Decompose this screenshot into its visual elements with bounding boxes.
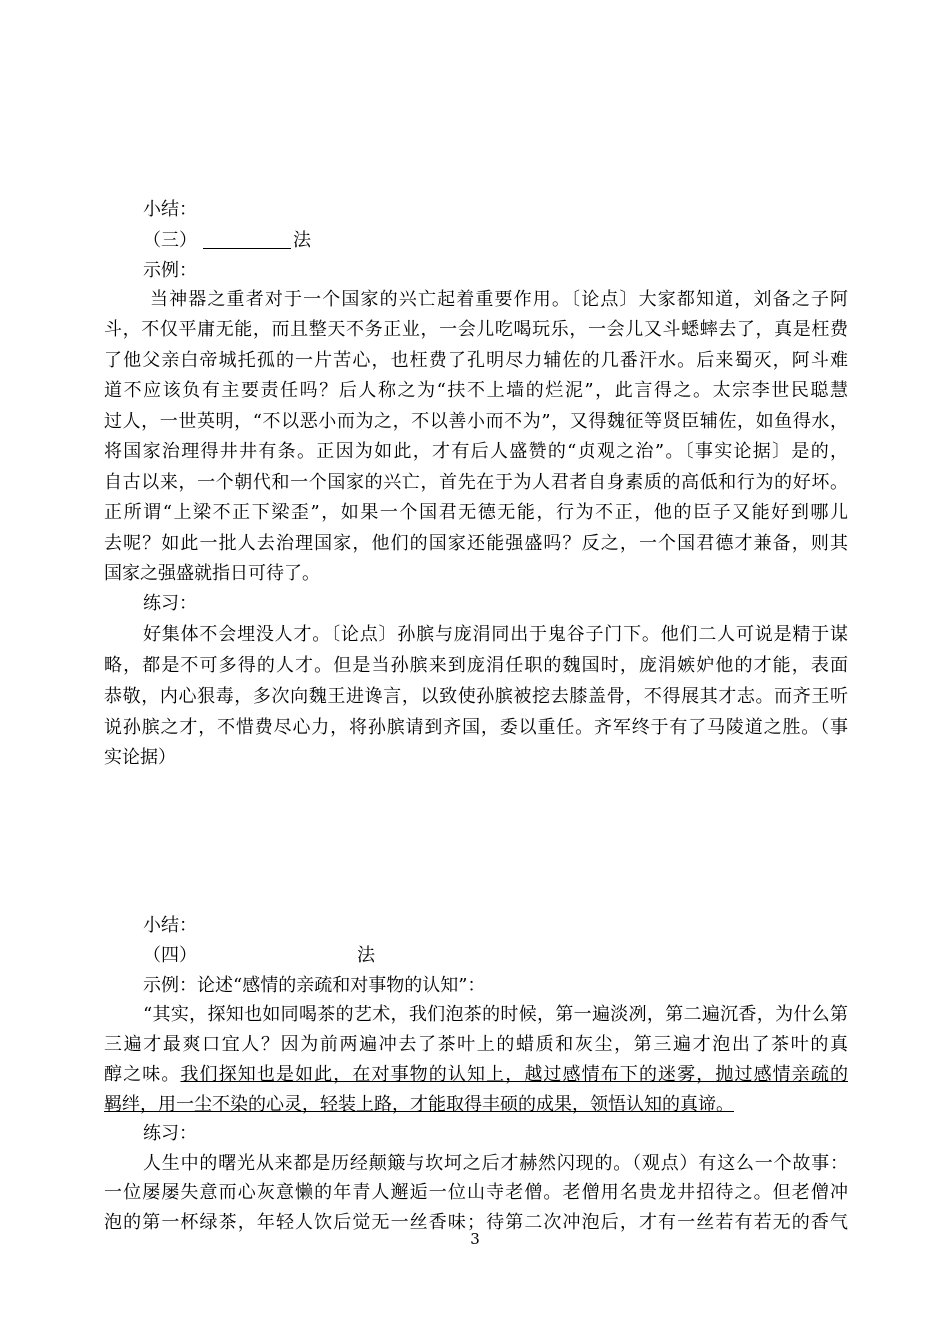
plain-text: 醇之味。: [104, 1064, 181, 1085]
underlined-text: 我们探知也是如此，在对事物的认知上，越过感情布下的迷雾，抛过感情亲疏的: [180, 1064, 848, 1085]
practice-paragraph-line: 实论据）: [104, 747, 176, 768]
heading-method: 法: [357, 945, 375, 966]
example-paragraph-line: 去呢？如此一批人去治理国家，他们的国家还能强盛吗？反之，一个国君德才兼备，则其: [104, 533, 848, 554]
example-paragraph-line: 将国家治理得井井有条。正因为如此，才有后人盛赞的“贞观之治”。〔事实论据〕是的，: [104, 441, 848, 462]
practice-label: 练习：: [143, 1123, 197, 1144]
heading-method: 法: [293, 230, 311, 251]
practice-paragraph-line: 说孙膑之才，不惜费尽心力，将孙膑请到齐国，委以重任。齐军终于有了马陵道之胜。（事: [104, 717, 848, 738]
example-paragraph-line: 斗，不仅平庸无能，而且整天不务正业，一会儿吃喝玩乐，一会儿又斗蟋蟀去了，真是枉费: [104, 319, 848, 340]
example-paragraph-line: 道不应该负有主要责任吗？后人称之为“扶不上墙的烂泥”，此言得之。太宗李世民聪慧: [104, 380, 848, 401]
practice-label: 练习：: [143, 593, 197, 614]
example-paragraph-line: [104, 1093, 848, 1117]
practice-paragraph-line: 一位屡屡失意而心灰意懒的年青人邂逅一位山寺老僧。老僧用名贵龙井招待之。但老僧冲: [104, 1182, 848, 1203]
heading-number: （三）: [143, 230, 197, 251]
practice-paragraph-line: 人生中的曙光从来都是历经颠簸与坎坷之后才赫然闪现的。（观点）有这么一个故事：: [143, 1153, 848, 1174]
section-heading-4: [143, 944, 848, 968]
example-label: 示例：论述“感情的亲疏和对事物的认知”：: [143, 975, 486, 996]
example-paragraph-line: 自古以来，一个朝代和一个国家的兴亡，首先在于为人君者自身素质的高低和行为的好坏。: [104, 472, 848, 493]
practice-paragraph-line: 泡的第一杯绿茶，年轻人饮后觉无一丝香味；待第二次冲泡后，才有一丝若有若无的香气: [104, 1212, 848, 1233]
example-label: 示例：: [143, 260, 197, 281]
summary-label: 小结：: [143, 915, 197, 936]
fill-in-blank: [203, 230, 291, 249]
practice-paragraph-line: 略，都是不可多得的人才。但是当孙膑来到庞涓任职的魏国时，庞涓嫉妒他的才能，表面: [104, 655, 848, 676]
example-paragraph-line: 国家之强盛就指日可待了。: [104, 563, 320, 584]
example-paragraph-line: 了他父亲白帝城托孤的一片苦心，也枉费了孔明尽力辅佐的几番汗水。后来蜀灭，阿斗难: [104, 350, 848, 371]
example-paragraph-line: 当神器之重者对于一个国家的兴亡起着重要作用。〔论点〕大家都知道，刘备之子阿: [150, 289, 848, 310]
page-number: 3: [470, 1230, 480, 1248]
example-paragraph-line: 三遍才最爽口宜人？因为前两遍冲去了茶叶上的蜡质和灰尘，第三遍才泡出了茶叶的真: [104, 1034, 848, 1055]
heading-number: （四）: [143, 945, 197, 966]
underlined-text: 羁绊，用一尘不染的心灵，轻装上路，才能取得丰硕的成果，领悟认知的真谛。: [104, 1094, 734, 1115]
example-paragraph-line: 过人，一世英明，“不以恶小而为之，不以善小而不为”，又得魏征等贤臣辅佐，如鱼得水，: [104, 411, 848, 432]
practice-paragraph-line: 恭敬，内心狠毒，多次向魏王进谗言，以致使孙膑被挖去膝盖骨，不得展其才志。而齐王听: [104, 686, 848, 707]
summary-label: 小结：: [143, 199, 197, 220]
example-paragraph-line: “其实，探知也如同喝茶的艺术，我们泡茶的时候，第一遍淡冽，第二遍沉香，为什么第: [143, 1004, 848, 1025]
example-paragraph-line: [104, 1063, 848, 1087]
section-heading-3: [143, 229, 848, 253]
example-paragraph-line: 正所谓“上梁不正下梁歪”，如果一个国君无德无能，行为不正，他的臣子又能好到哪儿: [104, 502, 848, 523]
practice-paragraph-line: 好集体不会埋没人才。〔论点〕孙膑与庞涓同出于鬼谷子门下。他们二人可说是精于谋: [143, 624, 848, 645]
